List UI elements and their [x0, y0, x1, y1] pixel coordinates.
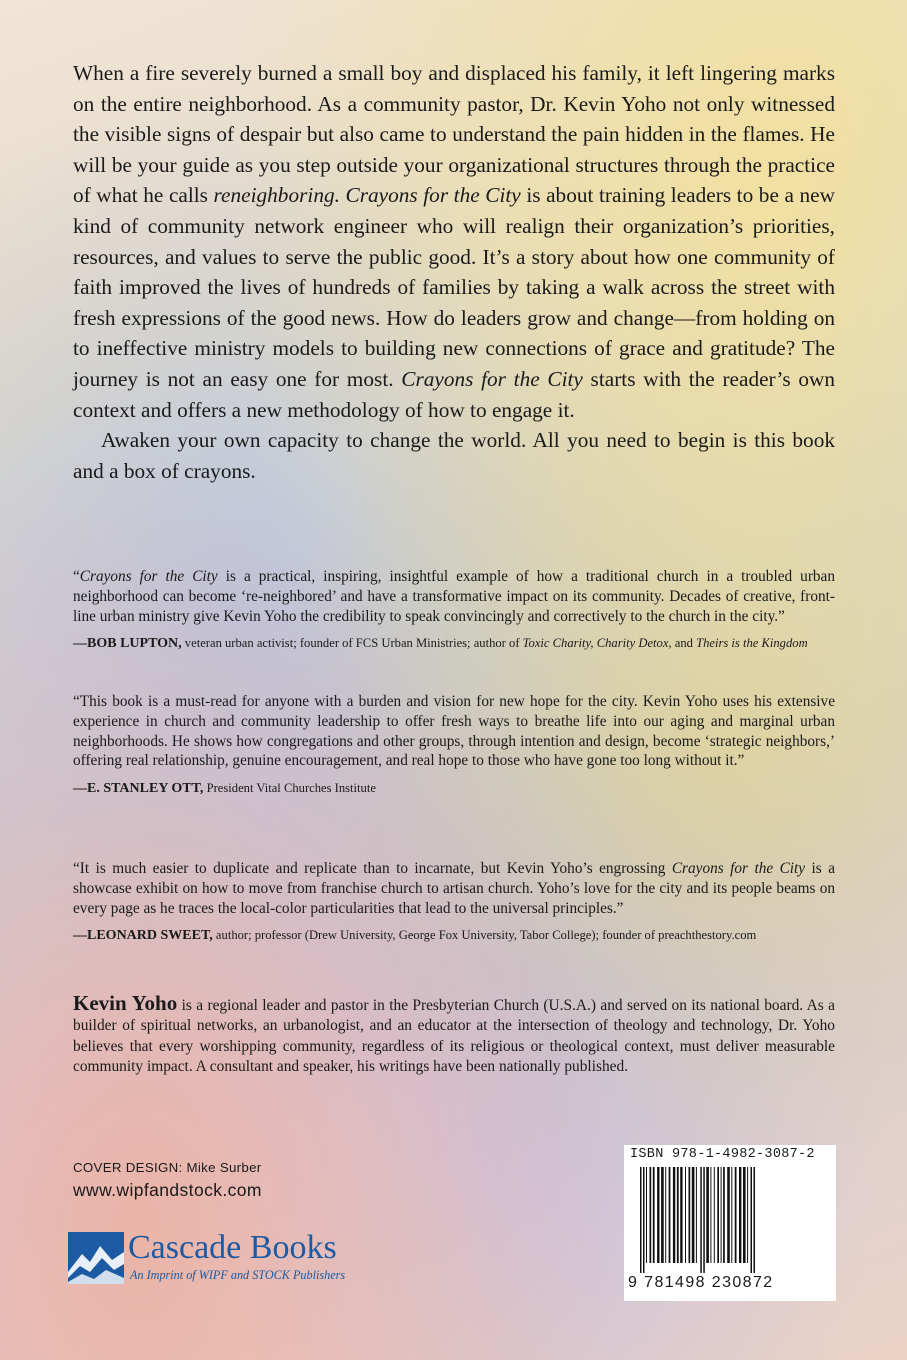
barcode-bar [673, 1167, 675, 1263]
barcode-bar [650, 1167, 652, 1263]
blurb-paragraph-2: Awaken your own capacity to change the world. All you need to begin is this book and a box of crayons. [73, 428, 835, 483]
barcode-bar [689, 1167, 691, 1263]
barcode-bar [657, 1167, 659, 1263]
barcode-bar [680, 1167, 682, 1263]
author-bio-text: is a regional leader and pastor in the Presbyterian Church (U.S.A.) and served on its national board. As a builder of spiritual networks, an urbanologist, and an educator at the intersection of theology and technology, Dr. Yoho believes that every worshipping community, regardless of its religious or theological context, must deliver measurable community impact. A consultant and speaker, his writings have been nationally published. [73, 997, 835, 1076]
endorser-books: Theirs is the Kingdom [696, 636, 808, 651]
endorsement-body: is a showcase exhibit on how to move from franchise church to artisan church. Yoho’s love for the city and its people beams on every page as he traces the local-color particularities that lead to the universal principles.” [73, 860, 835, 917]
blurb-text: starts with the reader’s own context and offers a new methodology of how to engage it. [73, 366, 835, 422]
endorser-role: veteran urban activist; founder of FCS Urban Ministries; author of [181, 636, 523, 651]
barcode-bar [696, 1167, 697, 1263]
blurb-book-title: Crayons for the City [345, 183, 521, 208]
barcode-bar [646, 1167, 647, 1263]
barcode-bar [661, 1167, 664, 1263]
barcode-bar [731, 1167, 732, 1263]
barcode-bar [653, 1167, 655, 1263]
barcode-bar [735, 1167, 737, 1263]
endorsement-ott [73, 692, 835, 797]
endorsement-sweet [73, 859, 835, 944]
isbn-label: ISBN 978-1-4982-3087-2 [630, 1147, 815, 1162]
publisher-name: Cascade Books [128, 1229, 337, 1266]
endorser-role: and [671, 636, 697, 651]
barcode-bar [685, 1167, 686, 1263]
barcode-bar [747, 1167, 748, 1263]
open-quote: “ [73, 568, 80, 585]
barcode-bar [706, 1167, 709, 1263]
endorsement-body: “It is much easier to duplicate and replicate than to incarnate, but Kevin Yoho’s engrossing [73, 860, 672, 877]
endorsement-book-title: Crayons for the City [79, 568, 218, 585]
barcode-bar [721, 1167, 722, 1263]
author-name: Kevin Yoho [73, 991, 178, 1015]
endorsement-book-title: Crayons for the City [671, 860, 806, 877]
barcode-bar [727, 1167, 730, 1263]
endorsement-text [73, 567, 835, 626]
blurb-text: When a fire severely burned a small boy and displaced his family, it left lingering marks on the entire neighborhood. As a community pastor, Dr. Kevin Yoho not only witnessed the visible signs of despair but also came to understand the pain hidden in the flames. He will be your guide as you step outside your organizational structures through the practice of what he calls [73, 61, 835, 208]
barcode-bar [739, 1167, 741, 1263]
barcode-bar [669, 1167, 671, 1263]
endorser-name: —BOB LUPTON, [73, 636, 182, 652]
barcode-bar [743, 1167, 746, 1263]
cover-design-credit: COVER DESIGN: Mike Surber [73, 1160, 262, 1175]
author-bio [73, 993, 835, 1078]
endorser-name: —LEONARD SWEET, [73, 928, 213, 944]
endorsement-body: is a practical, inspiring, insightful example of how a traditional church in a troubled urban neighborhood can become ‘re-neighbored’ and have a transformative impact on its community. Decades of creative, front-line urban ministry give Kevin Yoho the credibility to speak convincingly and correctively to the church in the city.” [73, 568, 835, 625]
barcode-bar [714, 1167, 715, 1263]
barcode-bar [751, 1167, 753, 1273]
endorsement-attribution [73, 780, 835, 797]
publisher-website: www.wipfandstock.com [73, 1180, 262, 1200]
book-blurb [73, 58, 835, 486]
endorser-books: Toxic Charity, Charity Detox, [522, 636, 672, 651]
blurb-text: is about training leaders to be a new kind of community network engineer who will realign their organization’s priorities, resources, and values to serve the public good. It’s a story about how one community of faith improved the lives of hundreds of families by taking a walk across the street with fresh expressions of the good news. How do leaders grow and change—from holding on to ineffective ministry models to building new connections of grace and gratitude? The journey is not an easy one for most. [73, 183, 835, 391]
isbn-barcode [624, 1145, 836, 1301]
blurb-book-title: Crayons for the City [401, 366, 583, 391]
endorser-role: author; professor (Drew University, George Fox University, Tabor College); founder of preachthestory.com [212, 928, 757, 943]
barcode-bar [700, 1167, 702, 1273]
barcode-bar [754, 1167, 756, 1273]
barcode-bar [723, 1167, 725, 1263]
endorsement-text: “This book is a must-read for anyone with a burden and vision for new hope for the city. Kevin Yoho uses his extensive experience in church and community leadership to offer fresh ways to breathe life into our aging and marginal urban neighborhoods. He shows how congregations and other groups, through intention and design, become ‘strategic neighbors,’ offering real relationship, genuine encouragement, and real hope to those who have gone too long without it.” [73, 693, 835, 770]
barcode-bar [703, 1167, 705, 1273]
endorsement-lupton [73, 567, 835, 652]
barcode-bars [638, 1167, 824, 1273]
barcode-bar [665, 1167, 666, 1263]
barcode-bar [717, 1167, 719, 1263]
barcode-bar [643, 1167, 645, 1273]
barcode-bar [640, 1167, 642, 1273]
endorser-role: President Vital Churches Institute [203, 781, 376, 796]
endorsement-attribution [73, 927, 835, 944]
endorser-name: —E. STANLEY OTT, [73, 781, 204, 797]
barcode-number: 9 781498 230872 [628, 1274, 774, 1291]
mountain-logo-icon [68, 1232, 124, 1284]
barcode-bar [692, 1167, 695, 1263]
blurb-paragraph-1 [73, 58, 835, 425]
publisher-logo [68, 1228, 398, 1288]
publisher-tagline: An Imprint of WIPF and STOCK Publishers [130, 1268, 346, 1282]
barcode-bar [677, 1167, 679, 1263]
blurb-term: reneighboring. [213, 183, 340, 208]
barcode-bar [710, 1167, 711, 1263]
endorsement-attribution [73, 635, 835, 652]
endorsement-text [73, 859, 835, 918]
